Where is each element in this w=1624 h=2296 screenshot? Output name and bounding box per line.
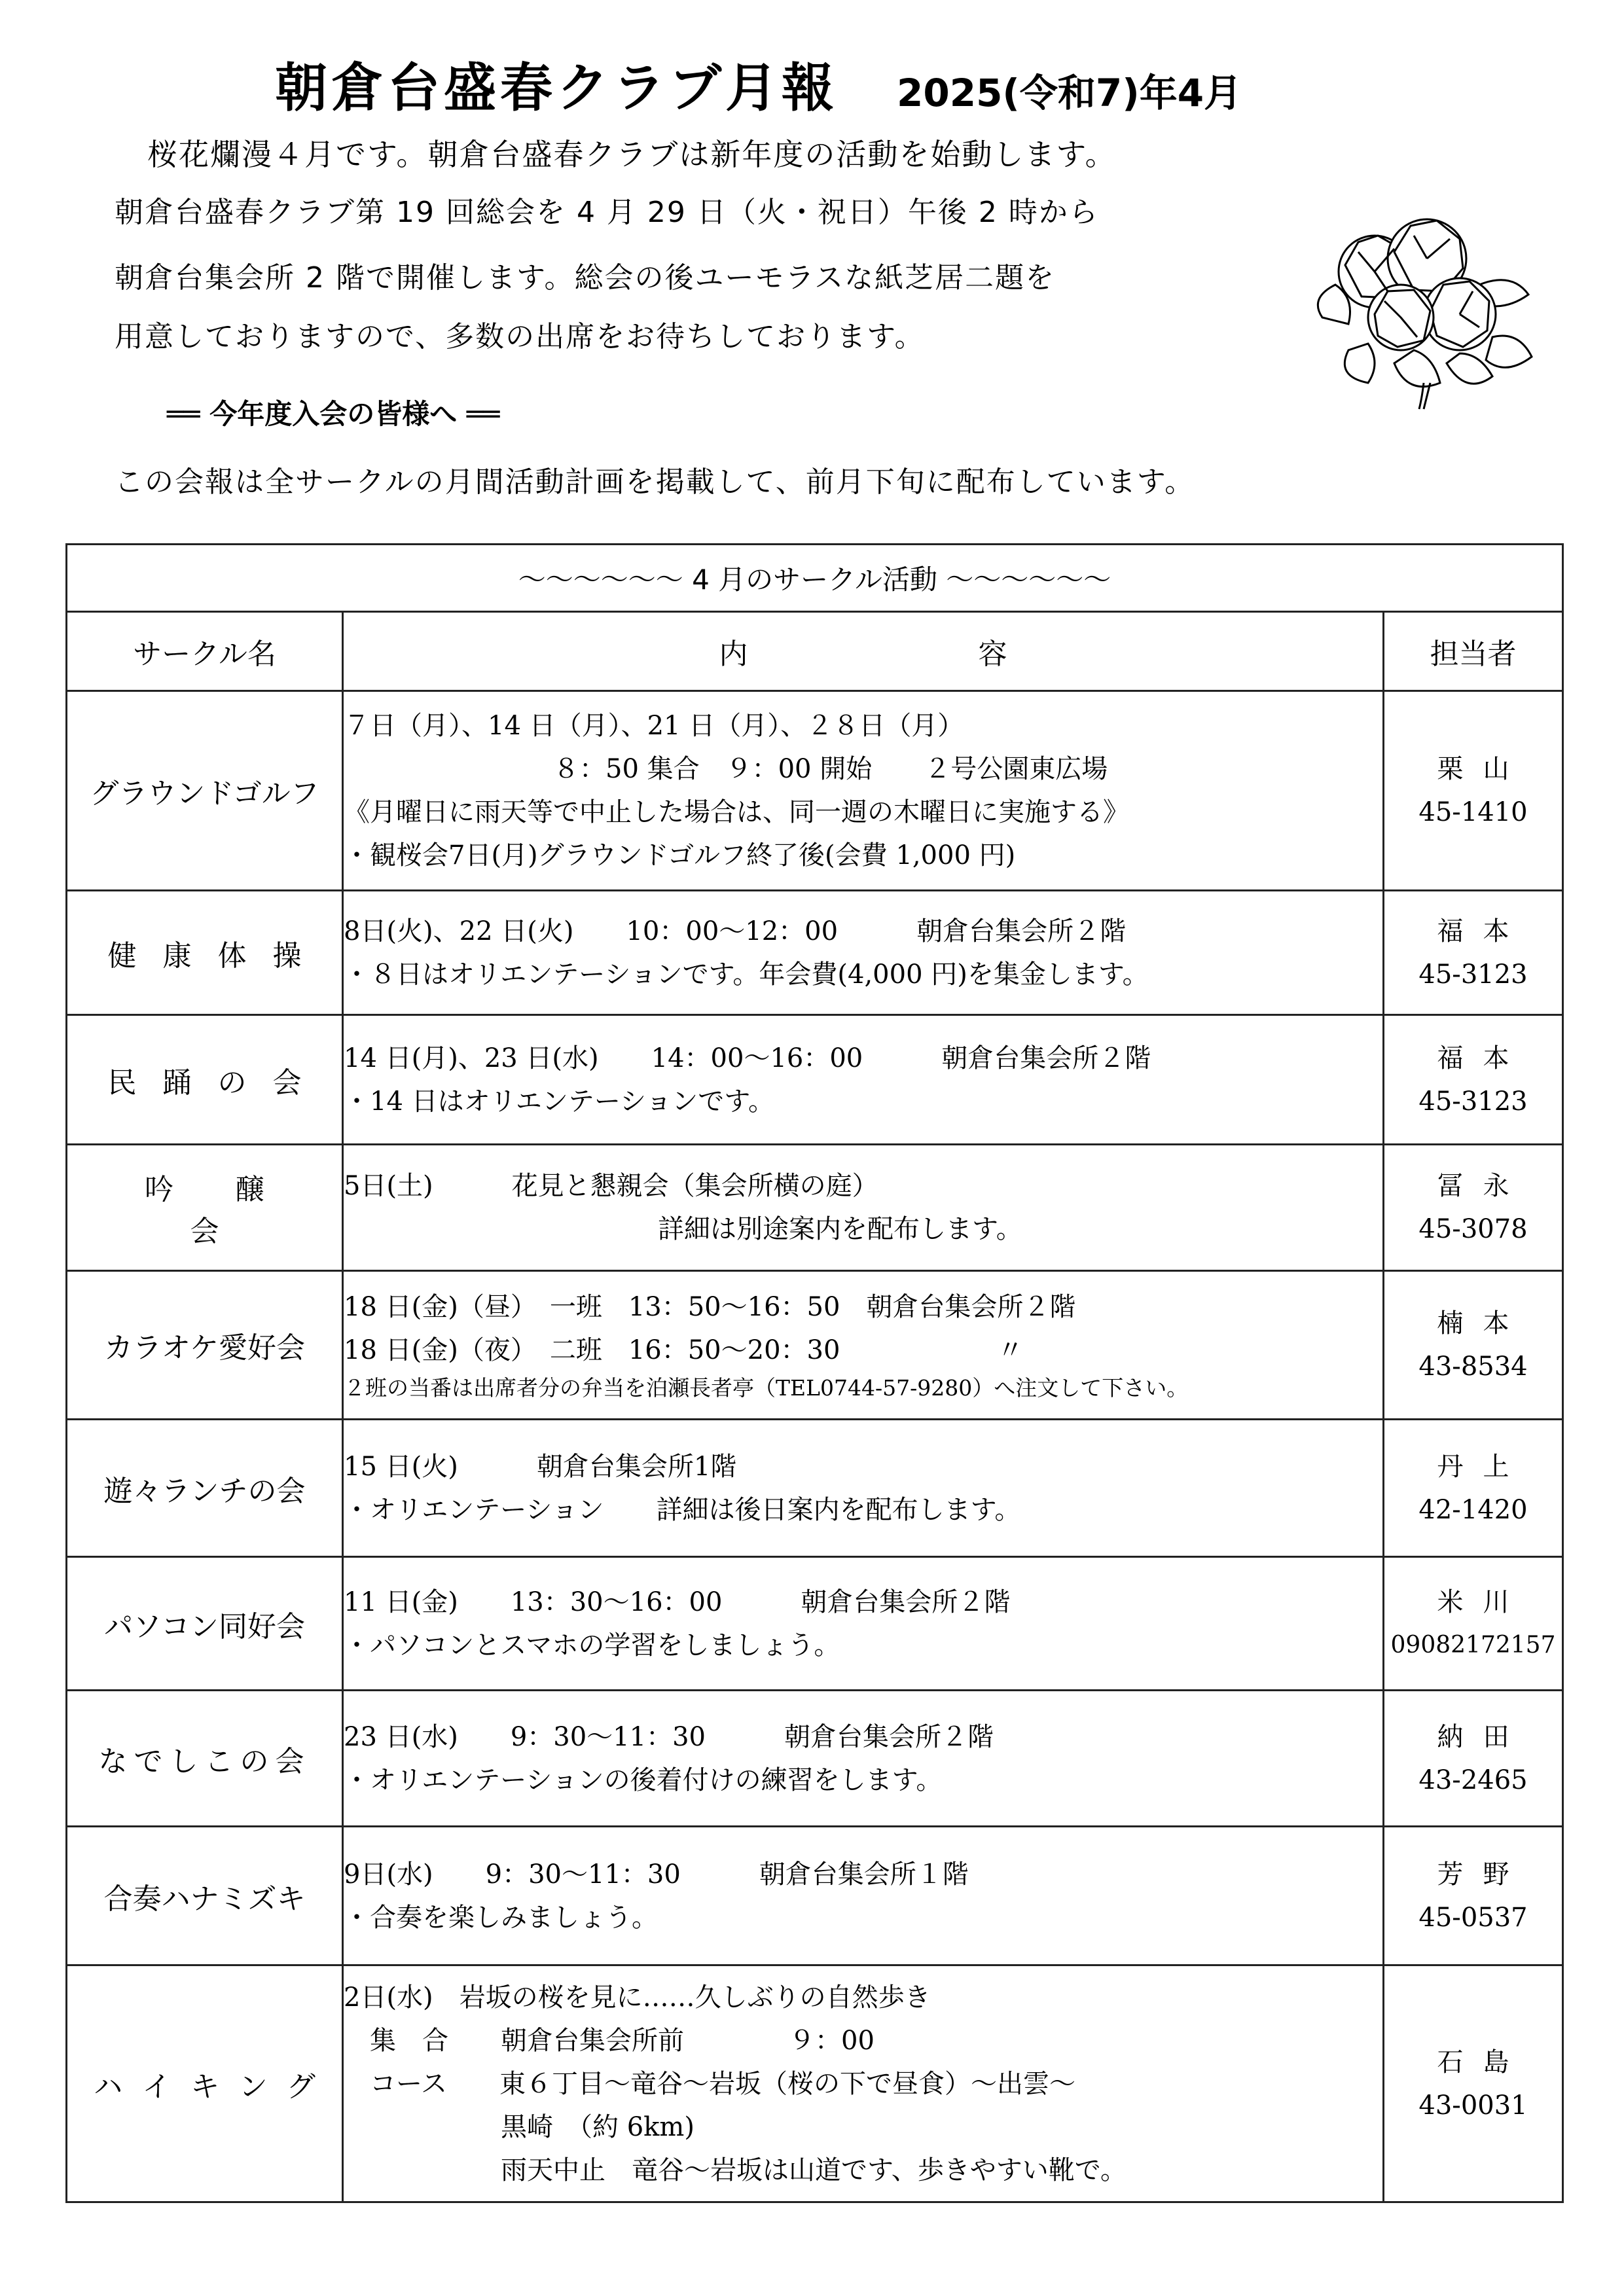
table-row <box>67 1271 1563 1420</box>
heading-deco-left: ══ <box>167 398 200 430</box>
table-row <box>67 1145 1563 1271</box>
circle-name: グラウンドゴルフ <box>67 691 343 891</box>
contact-person: 丹上 <box>1437 1451 1529 1482</box>
table-row <box>67 891 1563 1015</box>
contact-tel: 09082172157 <box>1390 1631 1556 1659</box>
heading-deco-right: ══ <box>466 398 500 430</box>
contact-tel: 43-2465 <box>1418 1765 1528 1795</box>
contact-tel: 42-1420 <box>1418 1494 1528 1525</box>
circle-content: 15 日(火) 朝倉台集会所1階 ・オリエンテーション 詳細は後日案内を配布します。 <box>343 1420 1384 1557</box>
contact-tel: 45-3078 <box>1418 1214 1528 1244</box>
table-header-row <box>67 612 1563 691</box>
circle-content: 14 日(月)、23 日(水) 14：00〜16：00 朝倉台集会所２階 ・14 日はオリエンテーションです。 <box>343 1015 1384 1145</box>
issue-date: 2025(令和7)年4月 <box>897 71 1242 115</box>
intro-line-4: 用意しておりますので、多数の出席をお待ちしております。 <box>115 320 925 353</box>
newcomers-heading <box>167 393 499 432</box>
newcomers-note: この会報は全サークルの月間活動計画を掲載して、前月下旬に配布しています。 <box>115 465 1195 499</box>
circle-name: なでしこの会 <box>67 1691 343 1827</box>
table-row <box>67 691 1563 891</box>
circle-name: 民踊の会 <box>67 1015 343 1145</box>
contact-person: 納田 <box>1437 1721 1529 1752</box>
contact-person: 芳野 <box>1437 1859 1529 1890</box>
circle-content: 2日(水) 岩坂の桜を見に……久しぶりの自然歩き 集 合 朝倉台集会所前 ９：00 コース 東６丁目〜竜谷〜岩坂（桜の下で昼食）〜出雲〜 黒崎 （約 6km) 雨天中止 竜谷〜岩坂は山道です、歩きやすい靴で。 <box>343 1965 1384 2202</box>
circle-contact <box>1384 1691 1563 1827</box>
contact-person: 福本 <box>1437 916 1529 946</box>
header-circle-name: サークル名 <box>67 612 343 691</box>
header-contact: 担当者 <box>1384 612 1563 691</box>
azalea-illustration <box>1296 187 1551 412</box>
circle-content: 9日(水) 9：30〜11：30 朝倉台集会所１階 ・合奏を楽しみましょう。 <box>343 1827 1384 1965</box>
circle-contact <box>1384 1420 1563 1557</box>
table-row <box>67 1827 1563 1965</box>
circle-name: 吟醸会 <box>67 1145 343 1271</box>
table-row <box>67 1691 1563 1827</box>
intro-line-2: 朝倉台盛春クラブ第 19 回総会を 4 月 29 日（火・祝日）午後 2 時から <box>115 196 1099 229</box>
contact-tel: 45-3123 <box>1418 1086 1528 1117</box>
circle-name: カラオケ愛好会 <box>67 1271 343 1420</box>
intro-line-3: 朝倉台集会所 2 階で開催します。総会の後ユーモラスな紙芝居二題を <box>115 261 1056 295</box>
contact-tel: 43-0031 <box>1418 2090 1528 2121</box>
contact-tel: 43-8534 <box>1418 1352 1528 1382</box>
circle-name: 健康体操 <box>67 891 343 1015</box>
circle-content-note: ２班の当番は出席者分の弁当を泊瀬長者亭（TEL0744-57-9280）へ注文して下さい。 <box>344 1375 1189 1401</box>
newcomers-heading-text: 今年度入会の皆様へ <box>209 398 458 430</box>
circle-name: ハイキング <box>67 1965 343 2202</box>
contact-person: 栗山 <box>1437 754 1529 784</box>
intro-line-1: 桜花爛漫４月です。朝倉台盛春クラブは新年度の活動を始動します。 <box>147 137 1117 172</box>
circle-content: 11 日(金) 13：30〜16：00 朝倉台集会所２階 ・パソコンとスマホの学習をしましょう。 <box>343 1557 1384 1691</box>
circle-contact <box>1384 1557 1563 1691</box>
newsletter-title: 朝倉台盛春クラブ月報 <box>275 58 838 118</box>
contact-person: 楠本 <box>1437 1308 1529 1338</box>
header-content: 内 容 <box>343 612 1384 691</box>
circle-content <box>343 1271 1384 1420</box>
header <box>275 46 1242 124</box>
circle-content-text: 18 日(金)（昼） 一班 13：50〜16：50 朝倉台集会所２階 18 日(金)（夜） 二班 16：50〜20：30 〃 <box>344 1292 1076 1365</box>
circle-content: 8日(火)、22 日(火) 10：00〜12：00 朝倉台集会所２階 ・８日はオリエンテーションです。年会費(4,000 円)を集金します。 <box>343 891 1384 1015</box>
circle-contact <box>1384 891 1563 1015</box>
circle-content: 23 日(水) 9：30〜11：30 朝倉台集会所２階 ・オリエンテーションの後着付けの練習をします。 <box>343 1691 1384 1827</box>
circle-contact <box>1384 1015 1563 1145</box>
circle-contact <box>1384 1965 1563 2202</box>
contact-person: 米川 <box>1437 1587 1529 1617</box>
circle-activities-table <box>65 543 1564 2203</box>
table-row <box>67 1420 1563 1557</box>
contact-tel: 45-1410 <box>1418 797 1528 827</box>
contact-tel: 45-3123 <box>1418 959 1528 990</box>
circle-content: ７日（月）、14 日（月）、21 日（月）、２８日（月） ８：50 集合 ９：00 開始 ２号公園東広場 《月曜日に雨天等で中止した場合は、同一週の木曜日に実施する》 ・観桜会7日(月)グラウンドゴルフ終了後(会費 1,000 円) <box>343 691 1384 891</box>
circle-contact <box>1384 691 1563 891</box>
circle-name: 遊々ランチの会 <box>67 1420 343 1557</box>
circle-contact <box>1384 1827 1563 1965</box>
contact-person: 福本 <box>1437 1043 1529 1073</box>
circle-name: 合奏ハナミズキ <box>67 1827 343 1965</box>
circle-contact <box>1384 1145 1563 1271</box>
table-row <box>67 1557 1563 1691</box>
circle-contact <box>1384 1271 1563 1420</box>
table-caption: 〜〜〜〜〜〜 4 月のサークル活動 〜〜〜〜〜〜 <box>67 545 1563 612</box>
contact-person: 石島 <box>1437 2047 1529 2077</box>
circle-name: パソコン同好会 <box>67 1557 343 1691</box>
contact-person: 冨永 <box>1437 1171 1529 1201</box>
contact-tel: 45-0537 <box>1418 1902 1528 1933</box>
circle-content: 5日(土) 花見と懇親会（集会所横の庭） 詳細は別途案内を配布します。 <box>343 1145 1384 1271</box>
table-row <box>67 1015 1563 1145</box>
table-row <box>67 1965 1563 2202</box>
